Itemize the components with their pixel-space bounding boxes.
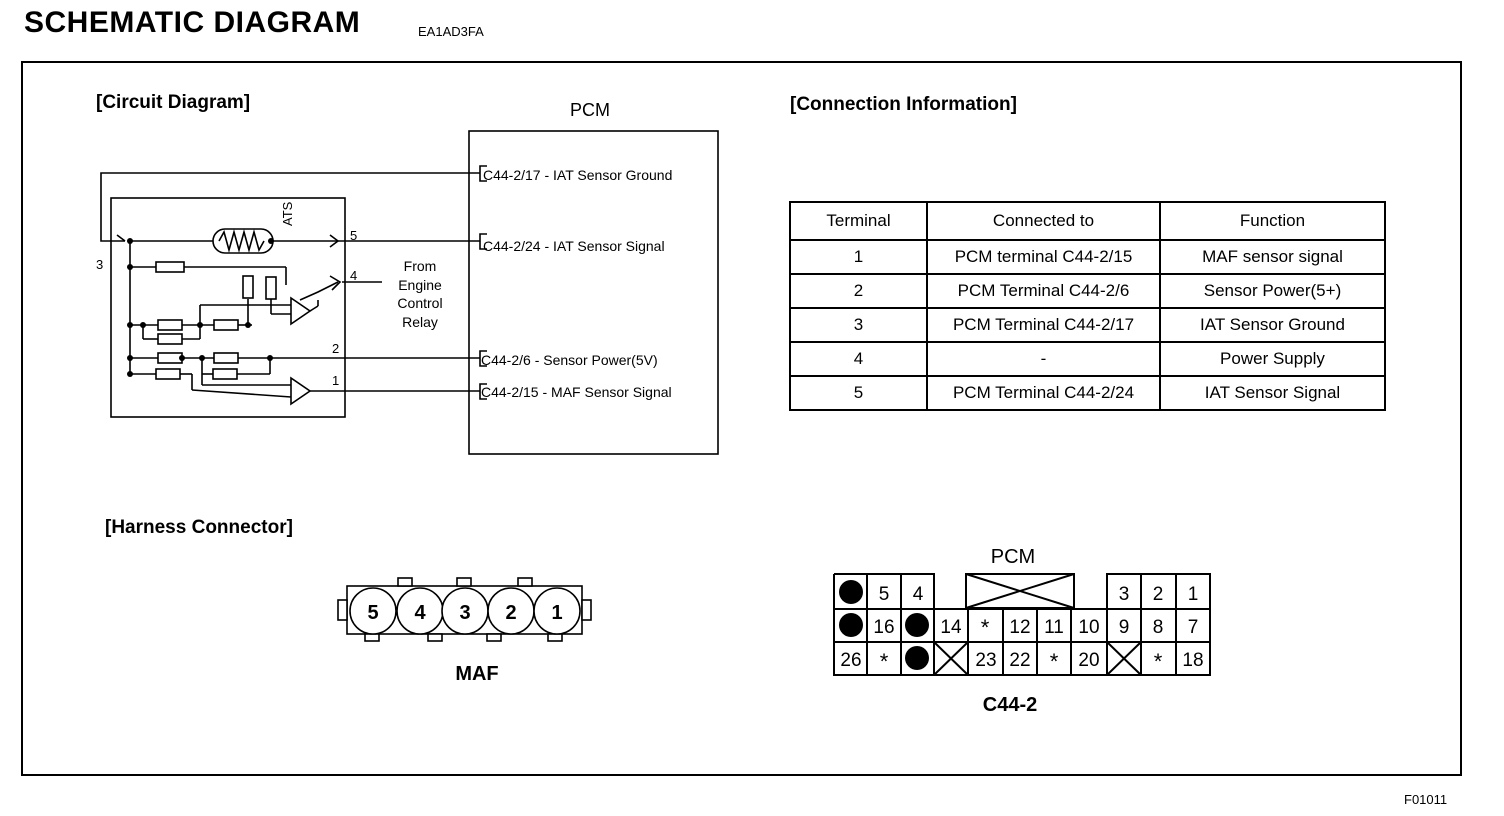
pin-label-3: 3 [96,257,104,272]
maf-pin-label: 5 [367,602,379,624]
connected-to-cell: - [927,342,1160,376]
terminal-cell: 1 [790,240,927,274]
c44-pin-label: 9 [1118,617,1130,638]
outer-frame [22,62,1461,775]
connected-to-cell: PCM Terminal C44-2/24 [927,376,1160,410]
amplifier-lower [291,378,310,404]
page-code: EA1AD3FA [418,24,484,39]
c44-pin-label: 4 [912,584,924,605]
c44-pin-label: 10 [1078,617,1100,638]
c44-pin-label: 26 [840,650,862,671]
ats-zigzag [219,232,264,250]
c44-pin-label: 16 [873,617,895,638]
harness-connector-heading: [Harness Connector] [105,517,293,538]
resistor [156,262,184,272]
function-cell: Power Supply [1160,342,1385,376]
maf-pin-label: 4 [414,602,426,624]
maf-pin-label: 1 [551,602,563,624]
pcm-pin-c44-2-6: C44-2/6 - Sensor Power(5V) [481,352,658,368]
function-cell: IAT Sensor Ground [1160,308,1385,342]
function-cell: IAT Sensor Signal [1160,376,1385,410]
c44-pin-label: 5 [878,584,890,605]
c44-pin-label: 8 [1152,617,1164,638]
relay-label-line-3: Control [397,295,443,311]
terminal-cell: 2 [790,274,927,308]
pin-label-4: 4 [350,268,358,283]
pin-3-arrow [117,235,125,241]
c44-pin-label: * [879,649,889,674]
table-row [790,308,1385,342]
c44-pin-label: 2 [1152,584,1164,605]
pin-label-1: 1 [332,373,340,388]
c44-pin-label: 7 [1187,617,1199,638]
pcm-box-label: PCM [570,100,610,120]
table-header-row [790,202,1385,240]
resistor [266,277,276,299]
maf-pin-label: 3 [459,602,471,624]
hotwire-element [243,276,253,298]
connected-to-cell: PCM terminal C44-2/15 [927,240,1160,274]
connected-to-cell: PCM Terminal C44-2/17 [927,308,1160,342]
connection-table [789,201,1386,411]
c44-pin-label: 1 [1187,584,1199,605]
pin-label-2: 2 [332,341,340,356]
c44-pin-label: 14 [940,617,962,638]
c44-pin-label: 22 [1009,650,1031,671]
c44-pin-label: 20 [1078,650,1100,671]
c44-pin-label: 3 [1118,584,1130,605]
maf-connector-label: MAF [455,663,499,685]
relay-label-line-1: From [403,258,437,274]
c44-connector-label: C44-2 [982,694,1038,716]
page-title: SCHEMATIC DIAGRAM [24,6,361,39]
relay-label-line-4: Relay [402,314,438,330]
function-cell: MAF sensor signal [1160,240,1385,274]
pcm-pin-c44-2-17: C44-2/17 - IAT Sensor Ground [483,167,673,183]
table-row [790,274,1385,308]
c44-pin-label: * [980,615,990,640]
table-row [790,342,1385,376]
c44-pin-label: 23 [975,650,997,671]
c44-pin-label: * [1153,649,1163,674]
maf-pin-label: 2 [505,602,517,624]
table-row [790,240,1385,274]
pcm-connector-label: PCM [990,546,1036,568]
c44-pin-label: 11 [1044,617,1064,638]
c44-pin-label: * [1049,649,1059,674]
col-header-function: Function [1160,202,1385,240]
col-header-terminal: Terminal [790,202,927,240]
function-cell: Sensor Power(5+) [1160,274,1385,308]
circuit-diagram-heading: [Circuit Diagram] [96,92,251,113]
table-row [790,376,1385,410]
terminal-cell: 3 [790,308,927,342]
connection-info-heading: [Connection Information] [790,94,1017,115]
c44-pin-label: 18 [1182,650,1204,671]
amplifier-upper [291,298,310,324]
c44-pin-label: 12 [1009,617,1031,638]
terminal-cell: 5 [790,376,927,410]
connected-to-cell: PCM Terminal C44-2/6 [927,274,1160,308]
pcm-pin-c44-2-24: C44-2/24 - IAT Sensor Signal [483,238,665,254]
maf-sensor-box [111,198,345,417]
relay-label-line-2: Engine [398,277,442,293]
pcm-pin-c44-2-15: C44-2/15 - MAF Sensor Signal [481,384,672,400]
col-header-connected-to: Connected to [927,202,1160,240]
ats-label: ATS [280,201,295,226]
pin-label-5: 5 [350,228,358,243]
terminal-cell: 4 [790,342,927,376]
figure-code: F01011 [1404,792,1448,807]
